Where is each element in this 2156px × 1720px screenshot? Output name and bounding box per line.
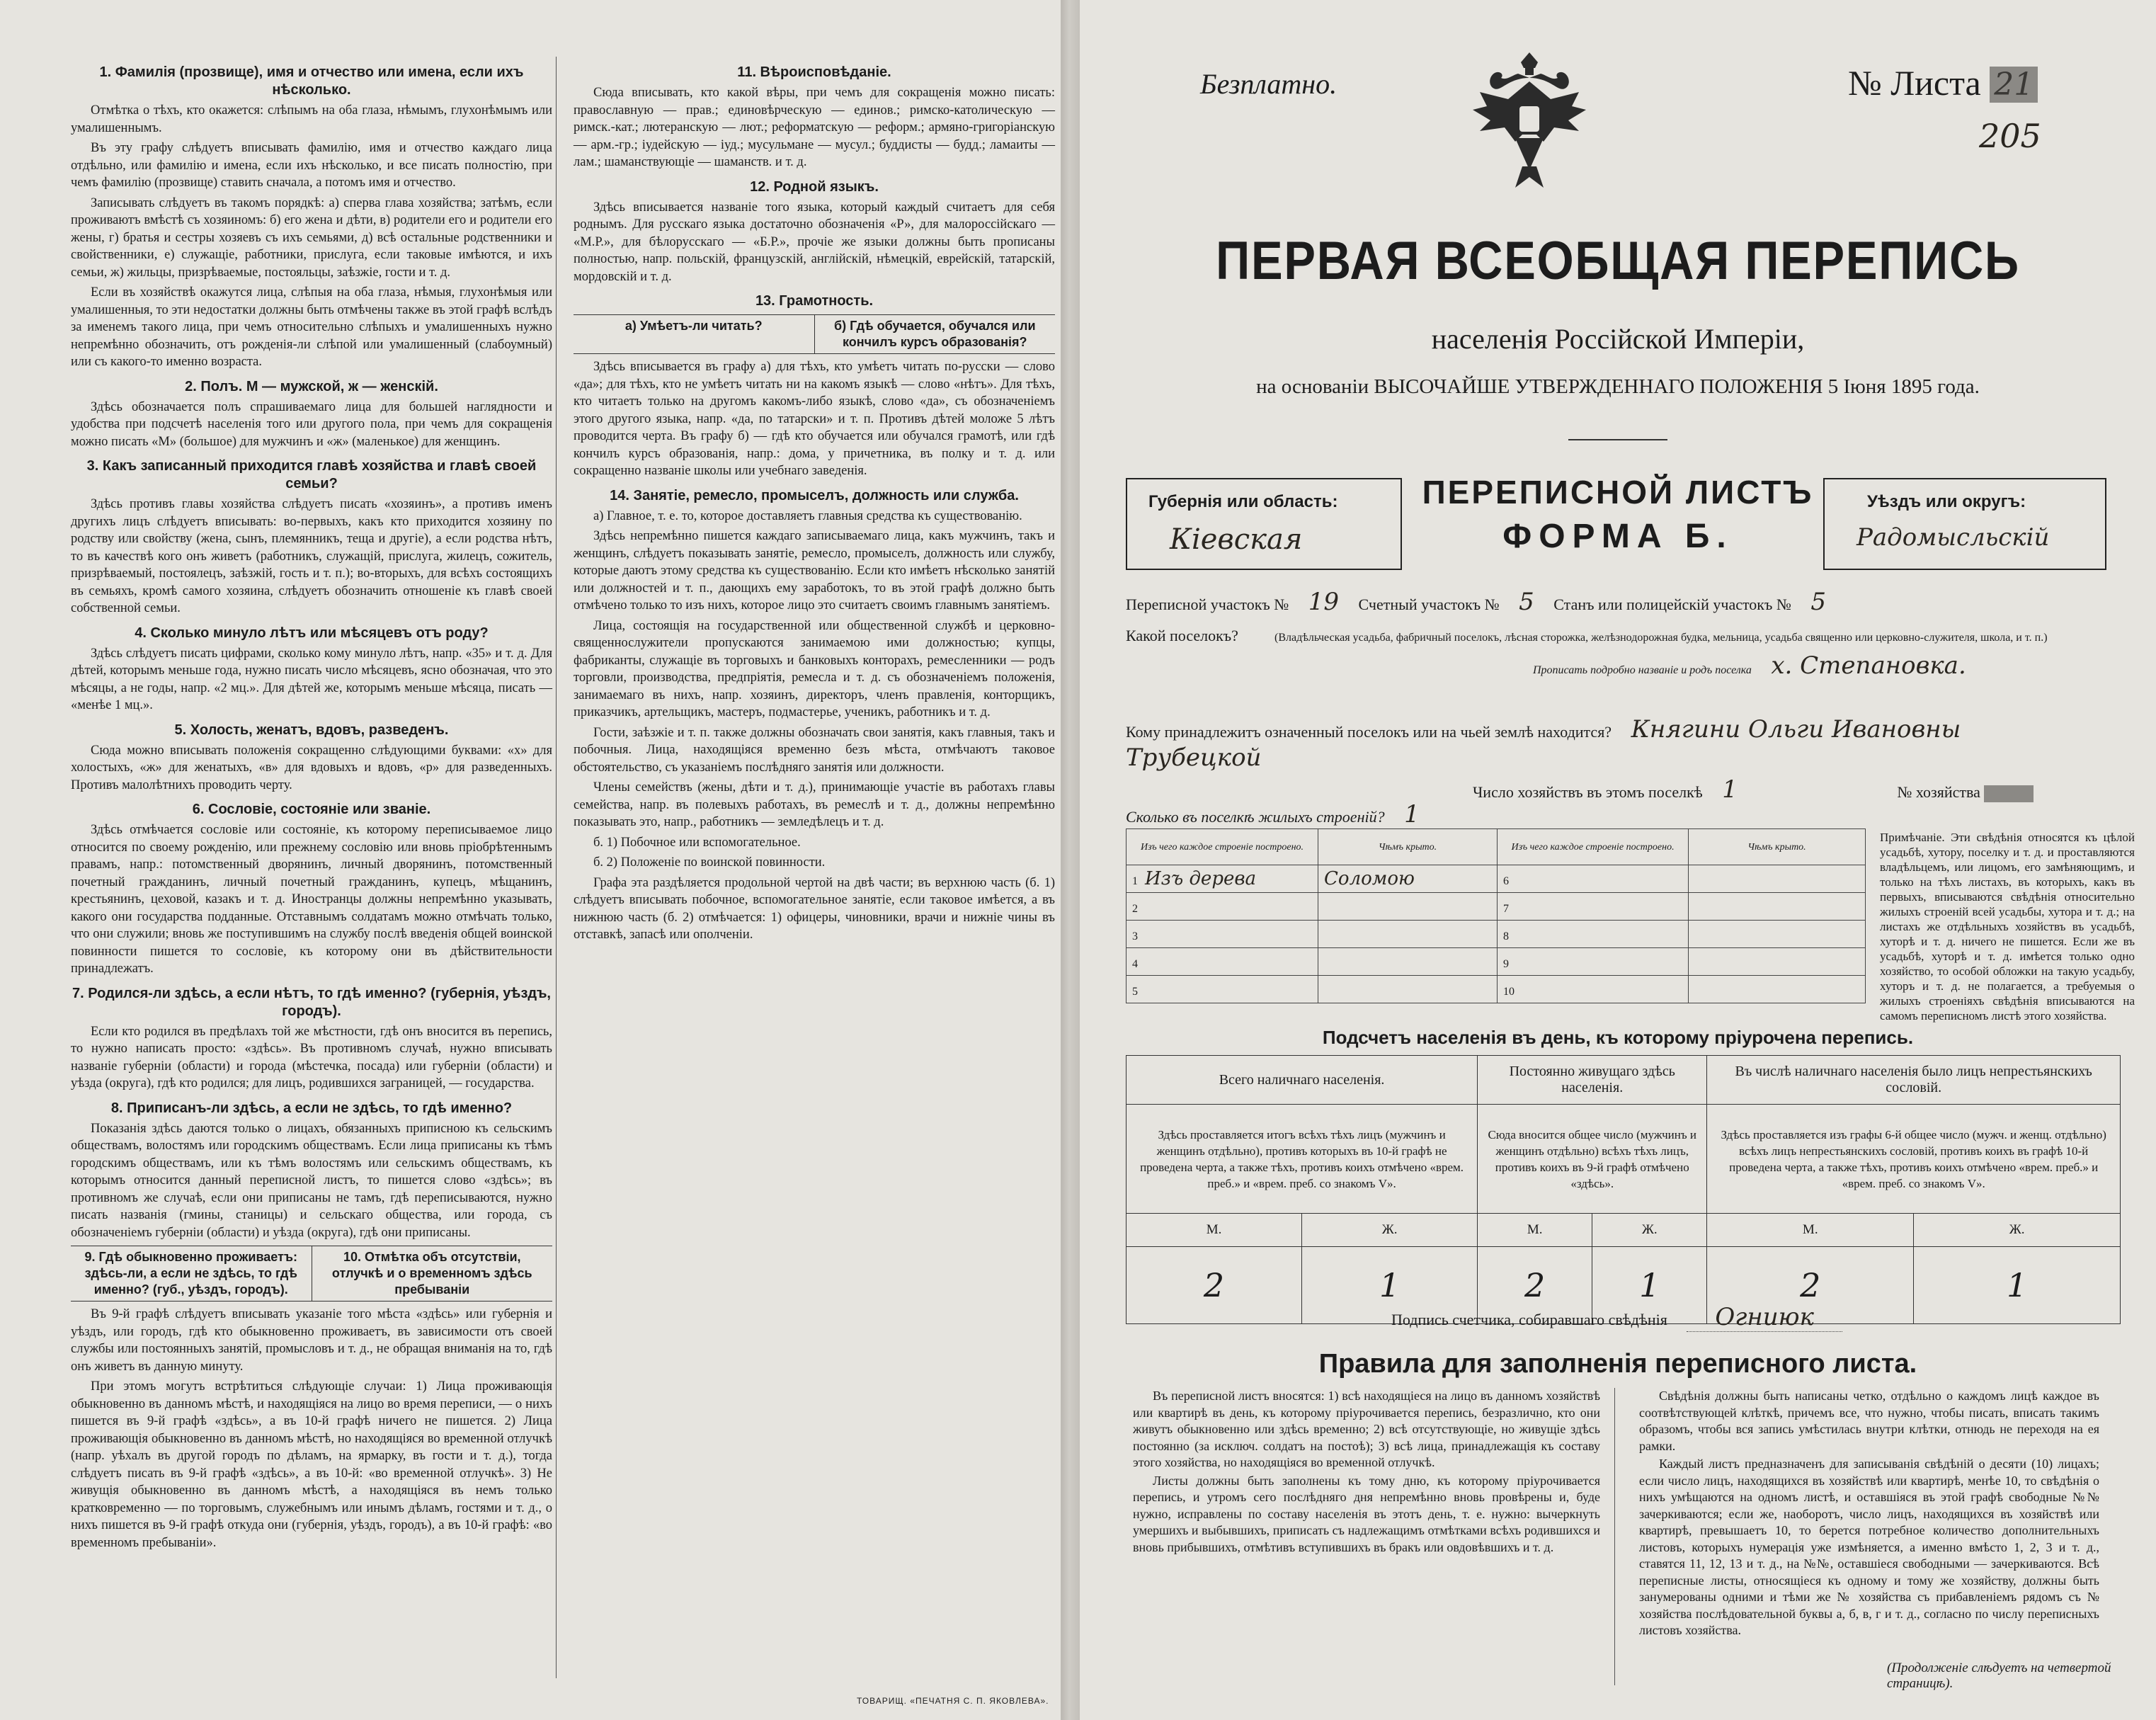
instructions-column-2 xyxy=(574,57,1055,947)
female-label: Ж. xyxy=(1592,1214,1707,1247)
section-heading: 5. Холость, женатъ, вдовъ, разведенъ. xyxy=(174,722,449,738)
population-count-table xyxy=(1126,1055,2121,1324)
building-material-cell xyxy=(1497,948,1688,976)
building-roof xyxy=(1689,865,1866,893)
building-material-cell xyxy=(1497,921,1688,948)
household-number-redacted xyxy=(1984,785,2034,802)
free-of-charge-label: Безплатно. xyxy=(1200,68,1337,100)
census-section-line xyxy=(1126,588,1842,616)
building-number: 5 xyxy=(1132,986,1138,998)
right-page xyxy=(1080,0,2156,1720)
building-material-cell xyxy=(1127,865,1318,893)
building-number: 1 xyxy=(1132,875,1138,887)
buildings-line xyxy=(1126,800,1435,828)
enumerator-signature-line xyxy=(1391,1303,1858,1331)
building-number: 10 xyxy=(1502,986,1515,998)
question-pair xyxy=(71,1246,552,1302)
building-number: 4 xyxy=(1132,958,1138,970)
governorate-label: Губернія или область: xyxy=(1148,492,1338,511)
male-label: М. xyxy=(1478,1214,1592,1247)
households-label: Число хозяйствъ въ этомъ поселкѣ xyxy=(1473,783,1703,801)
female-count: 1 xyxy=(1914,1247,2121,1324)
building-roof xyxy=(1318,893,1498,921)
form-name: ПЕРЕПИСНОЙ ЛИСТЪ xyxy=(1422,474,1814,511)
owner-label: Кому принадлежитъ означенный поселокъ или на чьей землѣ находится? xyxy=(1126,723,1612,741)
building-roof: Соломою xyxy=(1318,865,1498,893)
rules-column-2 xyxy=(1639,1388,2099,1641)
population-count-title: Подсчетъ населенія въ день, къ которому пріурочена перепись. xyxy=(1322,1027,1914,1048)
counting-section-label: Счетный участокъ № xyxy=(1358,596,1500,613)
buildings-column-header: Чѣмъ крыто. xyxy=(1689,829,1866,865)
buildings-header-row xyxy=(1127,829,1866,865)
section-paragraph: Члены семействъ (жены, дѣти и т. д.), принимающіе участіе въ работахъ главы семейства, напр. въ полевыхъ работахъ, въ ремеслѣ и т. д., должны непремѣнно показывать это, напр., работникъ — земледѣлецъ и т. д. xyxy=(574,780,1055,829)
section-paragraph: Сюда вписывать, кто какой вѣры, при чемъ для сокращенія можно писать: православную — прав.; единовѣрческую — единов.; римско-католическую — римск.-кат.; лютеранскую — лют.; реформатскую — реформ.; армяно-григоріанскую — арм.-гр.; іудейскую — іуд.; мусульмане — мусул.; буддисты — будд.; ламаиты — лам.; шаманствующіе — шаманств. и т. д. xyxy=(574,86,1055,169)
owner-value-2: Трубецкой xyxy=(1126,744,1262,772)
section-paragraph: При этомъ могутъ встрѣтиться слѣдующіе случаи: 1) Лица проживающія обыкновенно въ данномъ мѣстѣ, и находящіяся на лицо во время переписи, — о нихъ пишется въ 9-й графѣ «здѣсь», а въ 10-й графѣ ничего не пишется. 2) Лица проживающія обыкновенно въ данномъ мѣстѣ, но находящіяся во временной отлучкѣ (напр. уѣхалъ въ другой городъ по дѣламъ, на ярмарку, въ гости и т. д.), тогда слѣдуетъ писать въ 9-й графѣ «здѣсь», а въ 10-й: «во временной отлучкѣ». 3) Не живущія обыкновенно въ данномъ мѣстѣ, а находящіяся въ немъ только кратковременно — по торговымъ, служебнымъ или инымъ дѣламъ, гостями и т. д., о нихъ пишется въ 9-й графѣ откуда они (губернія, уѣздъ, городъ), а въ 10-й графѣ: «во временномъ пребываніи». xyxy=(71,1379,552,1550)
section-paragraph: Если кто родился въ предѣлахъ той же мѣстности, гдѣ онъ вносится въ перепись, то нужно написать просто: «здѣсь». Въ противномъ случаѣ, нужно вписывать названіе губерніи (области) и города (мѣстечка, посада) или губерніи (области) и уѣзда (округа), гдѣ кто родился; для лицъ, родившихся заграницей, — государства. xyxy=(71,1024,552,1090)
settlement-value: х. Степановка. xyxy=(1771,651,1966,680)
continuation-note: (Продолженіе слѣдуетъ на четвертой страницѣ). xyxy=(1887,1661,2111,1691)
section-paragraph: Графа эта раздѣляется продольной чертой на двѣ части; въ верхнюю часть (б. 1) слѣдуетъ вписывать побочное, вспомогательное занятіе, если таковое имѣется, а въ нижнюю часть (б. 2) отмѣчается: 1) офицеры, чиновники, врачи и нижніе чины въ отставкѣ, запасѣ или ополченіи. xyxy=(574,875,1055,942)
signature-label: Подпись счетчика, собиравшаго свѣдѣнія xyxy=(1391,1311,1667,1328)
buildings-column-header: Изъ чего каждое строеніе построено. xyxy=(1497,829,1688,865)
building-roof xyxy=(1318,921,1498,948)
section-heading: 3. Какъ записанный приходится главѣ хозяйства и главѣ своей семьи? xyxy=(86,458,537,491)
divider xyxy=(1568,439,1667,440)
district-label: Уѣздъ или округъ: xyxy=(1867,492,2026,511)
section-paragraph: Здѣсь вписывается названіе того языка, который каждый считаетъ для себя роднымъ. Для русскаго языка достаточно обозначенія «Р», для малороссійскаго — «М.Р.», для бѣлорусскаго — «Б.Р.», прочіе же языки должны быть прописаны полностью, напр. польскій, французскій, англійскій, нѣмецкій, еврейскій, татарскій, мордовскій и т. д. xyxy=(574,200,1055,284)
building-roof xyxy=(1689,921,1866,948)
household-number-label: № хозяйства xyxy=(1897,783,1980,801)
owner-value-1: Княгини Ольги Ивановны xyxy=(1631,715,1961,744)
section-heading: 12. Родной языкъ. xyxy=(750,178,879,195)
district-box xyxy=(1823,478,2106,570)
building-roof xyxy=(1689,976,1866,1003)
buildings-column-header: Изъ чего каждое строеніе построено. xyxy=(1127,829,1318,865)
building-roof xyxy=(1318,976,1498,1003)
building-material: Изъ дерева xyxy=(1145,868,1256,889)
male-label: М. xyxy=(1127,1214,1302,1247)
count-header-row xyxy=(1127,1056,2121,1105)
settlement-line xyxy=(1126,627,1238,645)
rules-paragraph: Свѣдѣнія должны быть написаны четко, отдѣльно о каждомъ лицѣ каждое въ соотвѣтствующей клѣткѣ, причемъ все, что нужно, чтобы писать, вписать такимъ образомъ, чтобы вся запись умѣстилась внутри клѣтки, отнюдь не переходя на ея рамки. xyxy=(1639,1389,2099,1453)
rules-paragraph: Въ переписной листъ вносятся: 1) всѣ находящіеся на лицо въ данномъ хозяйствѣ или квартирѣ въ день, къ которому пріурочивается перепись, безразлично, кто они живутъ обыкновенно или здѣсь временно; 2) всѣ отсутствующіе, но живущіе здѣсь постоянно (за исключ. солдатъ на постоѣ); 3) всѣ лица, принадлежащія къ составу этого хозяйства, но находящіяся во временной отлучкѣ. xyxy=(1133,1389,1600,1469)
count-column-header: Постоянно живущаго здѣсь населенія. xyxy=(1478,1056,1707,1105)
buildings-table xyxy=(1126,828,1866,1003)
buildings-row xyxy=(1127,976,1866,1003)
households-value: 1 xyxy=(1722,775,1738,804)
building-material-cell xyxy=(1497,976,1688,1003)
police-section-label: Станъ или полицейскій участокъ № xyxy=(1553,596,1791,613)
building-number: 9 xyxy=(1502,958,1509,970)
instructions-column-1 xyxy=(71,57,552,1554)
building-material-cell xyxy=(1127,976,1318,1003)
section-heading: 13. Грамотность. xyxy=(755,293,874,309)
rules-paragraph: Листы должны быть заполнены къ тому дню, къ которому пріурочивается перепись, и утромъ сего послѣдняго дня непремѣнно вновь провѣрены и, буде нужно, исправлены по составу населенія въ этотъ день, т. е. нужно: вычеркнуть умершихъ и выбывшихъ, приписать съ надлежащимъ отмѣтками всѣхъ родившихся и вновь прибывшихъ, отмѣтивъ вступившихъ въ бракъ или овдовѣвшихъ и т. д. xyxy=(1133,1473,1600,1554)
section-paragraph: Въ 9-й графѣ слѣдуетъ вписывать указаніе того мѣста «здѣсь» или губернія и уѣздъ, или городъ, гдѣ кто обыкновенно проживаетъ, въ зависимости отъ своей службы или постоянныхъ занятій, промысловъ и т. д., не обращая вниманія на то, гдѣ онъ живетъ въ данную минуту. xyxy=(71,1307,552,1374)
rules-divider xyxy=(1614,1388,1615,1685)
female-label: Ж. xyxy=(1302,1214,1478,1247)
female-label: Ж. xyxy=(1914,1214,2121,1247)
left-page xyxy=(0,0,1062,1720)
male-count: 2 xyxy=(1707,1247,1914,1324)
column-divider xyxy=(556,57,557,1678)
buildings-label: Сколько въ поселкѣ жилыхъ строеній? xyxy=(1126,808,1385,826)
buildings-row xyxy=(1127,893,1866,921)
building-material-cell xyxy=(1127,948,1318,976)
section-paragraph: б. 1) Побочное или вспомогательное. xyxy=(593,835,801,850)
section-heading: 14. Занятіе, ремесло, промыселъ, должность или служба. xyxy=(610,487,1019,503)
female-count: 1 xyxy=(1302,1247,1478,1324)
building-number: 3 xyxy=(1132,930,1138,942)
male-count: 2 xyxy=(1478,1247,1592,1324)
sheet-number xyxy=(1848,62,2038,103)
rules-column-1 xyxy=(1133,1388,1600,1557)
settlement-value-line xyxy=(1533,651,1982,680)
section-paragraph: Здѣсь непремѣнно пишется каждаго записываемаго лица, какъ мужчинъ, такъ и женщинъ, слѣдуетъ показывать занятіе, ремесло, промыселъ, должность или службу, которые даютъ этому средства къ существованію. Если кто имѣетъ нѣсколько занятій или должностей и т. п., дающихъ ему заработокъ, то въ этой графѣ должно быть отмѣчено только то изъ нихъ, которое лицо это считаетъ своимъ главнымъ занятіемъ. xyxy=(574,529,1055,613)
section-heading: 6. Сословіе, состояніе или званіе. xyxy=(192,802,431,817)
count-column-description: Сюда вносится общее число (мужчинъ и женщинъ отдѣльно) всѣхъ тѣхъ лицъ, противъ коихъ въ 9-й графѣ отмѣчено «здѣсь». xyxy=(1478,1105,1707,1214)
male-label: М. xyxy=(1707,1214,1914,1247)
legal-basis: на основаніи ВЫСОЧАЙШЕ УТВЕРЖДЕННАГО ПОЛОЖЕНІЯ 5 Іюня 1895 года. xyxy=(1256,375,1980,398)
settlement-label: Какой поселокъ? xyxy=(1126,627,1238,644)
census-section-label: Переписной участокъ № xyxy=(1126,596,1289,613)
census-subtitle: населенія Россійской Имперіи, xyxy=(1431,323,1805,355)
section-paragraph: Лица, состоящія на государственной или общественной службѣ и церковно-священнослужители пропускаются занимаемою ими должностью; купцы, фабриканты, служащіе въ торговыхъ и банковыхъ конторахъ, ремесленники — родъ торговли, производства, предпріятія, ремесла и т. д. съ обозначеніемъ положенія, занимаемаго въ нихъ, напр. хозяинъ, директоръ, членъ правленія, конторщикъ, приказчикъ, артельщикъ, мастеръ, подмастерье, ученикъ, работникъ и т. д. xyxy=(574,618,1055,719)
governorate-value: Кіевская xyxy=(1170,523,1303,556)
buildings-row xyxy=(1127,921,1866,948)
printer-imprint: ТОВАРИЩ. «ПЕЧАТНЯ С. П. ЯКОВЛЕВА». xyxy=(857,1696,1049,1706)
section-paragraph: Здѣсь противъ главы хозяйства слѣдуетъ писать «хозяинъ», а противъ именъ другихъ лицъ слѣдуетъ вписывать: во-первыхъ, какъ кто приходится хозяину по родству или свойству (жена, сынъ, племянникъ, теща и другіе), а если родства нѣтъ, то въ качествѣ кого онъ живетъ (работникъ, служащій, прислуга, жилецъ, сожитель, призрѣваемый, постоялецъ, заѣзжій, гость и т. п.); во-вторыхъ, для всѣхъ состоящихъ въ семьяхъ, кромѣ самого хозяина, слѣдуетъ обозначить отношеніе къ главѣ своей собственной семьи. xyxy=(71,497,552,615)
count-mf-row xyxy=(1127,1214,2121,1247)
building-material-cell xyxy=(1127,893,1318,921)
rules-title: Правила для заполненія переписного листа. xyxy=(1318,1349,1917,1379)
section-paragraph: Отмѣтка о тѣхъ, кто окажется: слѣпымъ на оба глаза, нѣмымъ, глухонѣмымъ или умалишеннымъ. xyxy=(71,103,552,135)
governorate-box xyxy=(1126,478,1402,570)
district-value: Радомысльскій xyxy=(1856,523,2050,552)
section-paragraph: Записывать слѣдуетъ въ такомъ порядкѣ: а) сперва глава хозяйства; затѣмъ, если проживаютъ вмѣстѣ съ хозяиномъ: б) его жена и дѣти, в) родители его и родители его жены, г) братья и сестры хозяевъ съ ихъ семьями, д) всѣ остальные родственники и свойственники, е) служащіе, работники, прислуга, если таковые имѣются, и ихъ семьи, ж) жильцы, призрѣваемые, постояльцы, заѣзжіе, гости и т. д. xyxy=(71,195,552,280)
building-number: 6 xyxy=(1502,875,1509,887)
section-paragraph: Сюда можно вписывать положенія сокращенно слѣдующими буквами: «х» для холостыхъ, «ж» для женатыхъ, «в» для вдовыхъ и вдовъ, «р» для разведенныхъ. Противъ малолѣтнихъ проводить черту. xyxy=(71,743,552,792)
counting-section-value: 5 xyxy=(1519,588,1534,616)
count-desc-row xyxy=(1127,1105,2121,1214)
police-section-value: 5 xyxy=(1810,588,1827,616)
building-material-cell xyxy=(1127,921,1318,948)
question-heading: а) Умѣетъ-ли читать? xyxy=(624,319,763,333)
sheet-number-value: 21 xyxy=(1990,67,2038,103)
section-heading: 11. Вѣроисповѣданіе. xyxy=(737,64,891,80)
census-title: ПЕРВАЯ ВСЕОБЩАЯ ПЕРЕПИСЬ xyxy=(1216,231,2020,291)
census-section-value: 19 xyxy=(1308,588,1340,616)
building-material-cell xyxy=(1497,893,1688,921)
building-roof xyxy=(1318,948,1498,976)
question-pair xyxy=(574,314,1055,354)
female-count: 1 xyxy=(1592,1247,1707,1324)
section-paragraph: Если въ хозяйствѣ окажутся лица, слѣпыя на оба глаза, нѣмыя, глухонѣмыя или умалишенныя, то эти недостатки должны быть отмѣчены также въ этой графѣ вслѣдъ за именемъ такого лица, при чемъ относительно слѣпыхъ и умалишенныхъ нужно непремѣнно обозначить, отъ рожденія-ли слѣпой или умалишенный (слабоумный) или съ какого-то именно возраста. xyxy=(71,285,552,369)
question-heading: 9. Гдѣ обыкновенно проживаетъ: здѣсь-ли, а если не здѣсь, то гдѣ именно? (губ., уѣздъ, городъ). xyxy=(84,1250,298,1297)
owner-line-2 xyxy=(1126,744,1277,772)
owner-line xyxy=(1126,715,1976,744)
building-roof xyxy=(1689,893,1866,921)
section-paragraph: Гости, заѣзжіе и т. п. также должны обозначать свои занятія, какъ главныя, такъ и побочныя. Лица, находящіяся временно безъ мѣста, отмѣчаютъ таковое обстоятельство, съ указаніемъ послѣдняго занятія или должности. xyxy=(574,725,1055,775)
section-heading: 7. Родился-ли здѣсь, а если нѣтъ, то гдѣ именно? (губернія, уѣздъ, городъ). xyxy=(72,985,551,1019)
section-paragraph: а) Главное, т. е. то, которое доставляетъ главныя средства къ существованію. xyxy=(593,508,1022,523)
section-paragraph: Здѣсь вписывается въ графу а) для тѣхъ, кто умѣетъ читать по-русски — слово «да»; для тѣхъ, кто не умѣетъ читать ни на какомъ языкѣ — слово «нѣтъ». Для тѣхъ, кто читаетъ только на другомъ какомъ-либо языкѣ, слово «да», съ обозначеніемъ этого другого языка, напр. «да, по татарски» и т. п. Противъ дѣтей моложе 5 лѣтъ проводится черта. Въ графу б) — гдѣ кто обучается или обучался грамотѣ, или гдѣ кончилъ курсъ образованія, напр.: дома, у причетника, въ полку и т. д. или сокращенно названіе школы или учебнаго заведенія. xyxy=(574,360,1055,478)
buildings-value: 1 xyxy=(1404,800,1420,828)
buildings-note: Примѣчаніе. Эти свѣдѣнія относятся къ цѣлой усадьбѣ, хутору, поселку и т. д. и проставляются владѣльцемъ, или лицомъ, его замѣняющимъ, и только на тѣхъ листахъ, въ которыхъ, какъ въ первыхъ, вписываются свѣдѣнія относительно жилыхъ строеній всей усадьбы, хутора и т. д.; на листахъ же отдѣльныхъ хозяйствъ въ усадьбѣ, хуторѣ и т. д. ничего не пишется. Если же въ усадьбѣ, хуторѣ и т. д. имѣется только одно хозяйство, то особой обложки на такую усадьбу, хуторъ и т. д. не полагается, а требуемыя о жилыхъ строеніяхъ свѣдѣнія вписываются на самомъ переписномъ листѣ этого хозяйства. xyxy=(1880,831,2135,1023)
count-column-header: Въ числѣ наличнаго населенія было лицъ непрестьянскихъ сословій. xyxy=(1707,1056,2121,1105)
buildings-row xyxy=(1127,865,1866,893)
settlement-hint: (Владѣльческая усадьба, фабричный поселокъ, лѣсная сторожка, желѣзнодорожная будка, мельница, усадьба священно или церковно-служителя, школа, и т. п.) xyxy=(1274,632,2048,644)
handwritten-page-number: 205 xyxy=(1979,117,2041,155)
buildings-row xyxy=(1127,948,1866,976)
count-column-description: Здѣсь проставляется итогъ всѣхъ тѣхъ лицъ (мужчинъ и женщинъ отдѣльно), противъ которыхъ въ 10-й графѣ не проведена черта, а также тѣхъ, противъ коихъ отмѣчено «врем. преб.» и «врем. преб. со знакомъ V». xyxy=(1127,1105,1478,1214)
count-column-header: Всего наличнаго населенія. xyxy=(1127,1056,1478,1105)
section-paragraph: Показанія здѣсь даются только о лицахъ, обязанныхъ приписною къ сельскимъ обществамъ, волостямъ или городскимъ обществамъ. Если лица приписаны къ тѣмъ городскимъ обществамъ, или къ тѣмъ волостямъ или сельскимъ обществамъ, къ которымъ относится данный переписной листъ, то пишется слово «здѣсь»; въ противномъ же случаѣ, если они приписаны не тамъ, гдѣ переписываются, нужно писать названія (гмины, станицы) и сельскаго общества, или города, съ обозначеніемъ губерніи (области) и уѣзда (округа), гдѣ они приписаны. xyxy=(71,1121,552,1240)
sheet-number-label: № Листа xyxy=(1848,63,1981,103)
building-number: 2 xyxy=(1132,903,1138,915)
section-heading: 2. Полъ. М — мужской, ж — женскій. xyxy=(185,378,438,394)
form-letter: ФОРМА Б. xyxy=(1502,518,1733,555)
section-paragraph: б. 2) Положеніе по воинской повинности. xyxy=(593,855,826,870)
buildings-column-header: Чѣмъ крыто. xyxy=(1318,829,1498,865)
settlement-hint-2: Прописать подробно названіе и родъ поселка xyxy=(1533,664,1752,676)
section-paragraph: Здѣсь обозначается полъ спрашиваемаго лица для большей наглядности и удобства при подсчетѣ населенія того или другого пола, при чемъ для сокращенія можно писать «М» (большое) для мужчинъ и «ж» (маленькое) для женщинъ. xyxy=(71,399,552,449)
signature-value: Огниюк xyxy=(1687,1303,1842,1332)
male-count: 2 xyxy=(1127,1247,1302,1324)
section-paragraph: Здѣсь слѣдуетъ писать цифрами, сколько кому минуло лѣтъ, напр. «35» и т. д. Для дѣтей, которымъ меньше года, нужно писать число мѣсяцевъ, ясно обозначая, что это мѣсяцы, а не годы, напр. «2 мц.». Для дѣтей же, которымъ меньше мѣсяца, писать — «менѣе 1 мц.». xyxy=(71,646,552,712)
book-gutter xyxy=(1062,0,1080,1720)
section-heading: 1. Фамилія (прозвище), имя и отчество или имена, если ихъ нѣсколько. xyxy=(99,64,524,98)
question-heading: б) Гдѣ обучается, обучался или кончилъ курсъ образованія? xyxy=(814,315,1056,353)
section-paragraph: Въ эту графу слѣдуетъ вписывать фамилію, имя и отчество каждаго лица отдѣльно, или фамилію и имена, если ихъ нѣсколько, и все писать полностію, при чемъ фамилію (прозвище) ставить сначала, а потомъ имя и отчество. xyxy=(71,141,552,190)
count-column-description: Здѣсь проставляется изъ графы 6-й общее число (мужч. и женщ. отдѣльно) всѣхъ лицъ непрестьянскихъ сословій, противъ коихъ въ графѣ 10-й проведена черта, а также тѣхъ, противъ коихъ отмѣчено «врем. преб.» и «врем. преб. со знакомъ V». xyxy=(1707,1105,2121,1214)
section-paragraph: Здѣсь отмѣчается сословіе или состояніе, къ которому переписываемое лицо относится по своему рожденію, или прежнему сословію или вновь пріобрѣтеннымъ правамъ, напр.: потомственный дворянинъ, личный дворянинъ, потомственный почетный гражданинъ, личный почетный гражданинъ, купецъ, мѣщанинъ, крестьянинъ, цеховой, казакъ и т. д. Иностранцы должны непремѣнно указывать, какого они государства подданные. Отставнымъ солдатамъ можно отмѣчать только, что они служили; вновь же поступившимъ на службу послѣ введенія общей воинской повинности пишется то сословіе, къ которому они въ дѣйствительности принадлежатъ. xyxy=(71,823,552,976)
rules-paragraph: Каждый листъ предназначенъ для записыванія свѣдѣній о десяти (10) лицахъ; если число лицъ, находящихся въ хозяйствѣ или квартирѣ, менѣе 10, то свѣдѣнія о нихъ умѣщаются на одномъ листѣ, и оставшіяся въ этой графѣ свободные №№ зачеркиваются; если же, наоборотъ, число лицъ, находящихся въ хозяйствѣ или квартирѣ, превышаетъ 10, то берется потребное количество дополнительныхъ листовъ, которыхъ нумерація уже измѣняется, а именно вмѣсто 1, 2, 3 и т. д., ставятся 11, 12, 13 и т. д., на №№, оставшіеся свободными — зачеркиваются. Всѣ переписные листы, относящіеся къ одному и тому же хозяйству, должны быть занумерованы одними и тѣми же № хозяйства съ прибавленіемъ рядомъ съ № хозяйства послѣдовательной буквы а, б, в, г и т. д., согласно по числу переписныхъ листовъ хозяйства. xyxy=(1639,1457,2099,1637)
section-heading: 8. Приписанъ-ли здѣсь, а если не здѣсь, то гдѣ именно? xyxy=(110,1100,513,1116)
building-number: 8 xyxy=(1502,930,1509,942)
double-headed-eagle-emblem xyxy=(1466,50,1593,191)
question-heading: 10. Отмѣтка объ отсутствіи, отлучкѣ и о временномъ здѣсь пребываніи xyxy=(312,1246,553,1301)
building-material-cell xyxy=(1497,865,1688,893)
section-heading: 4. Сколько минуло лѣтъ или мѣсяцевъ отъ роду? xyxy=(135,625,489,641)
building-number: 7 xyxy=(1502,903,1509,915)
households-line xyxy=(1473,775,2034,804)
building-roof xyxy=(1689,948,1866,976)
